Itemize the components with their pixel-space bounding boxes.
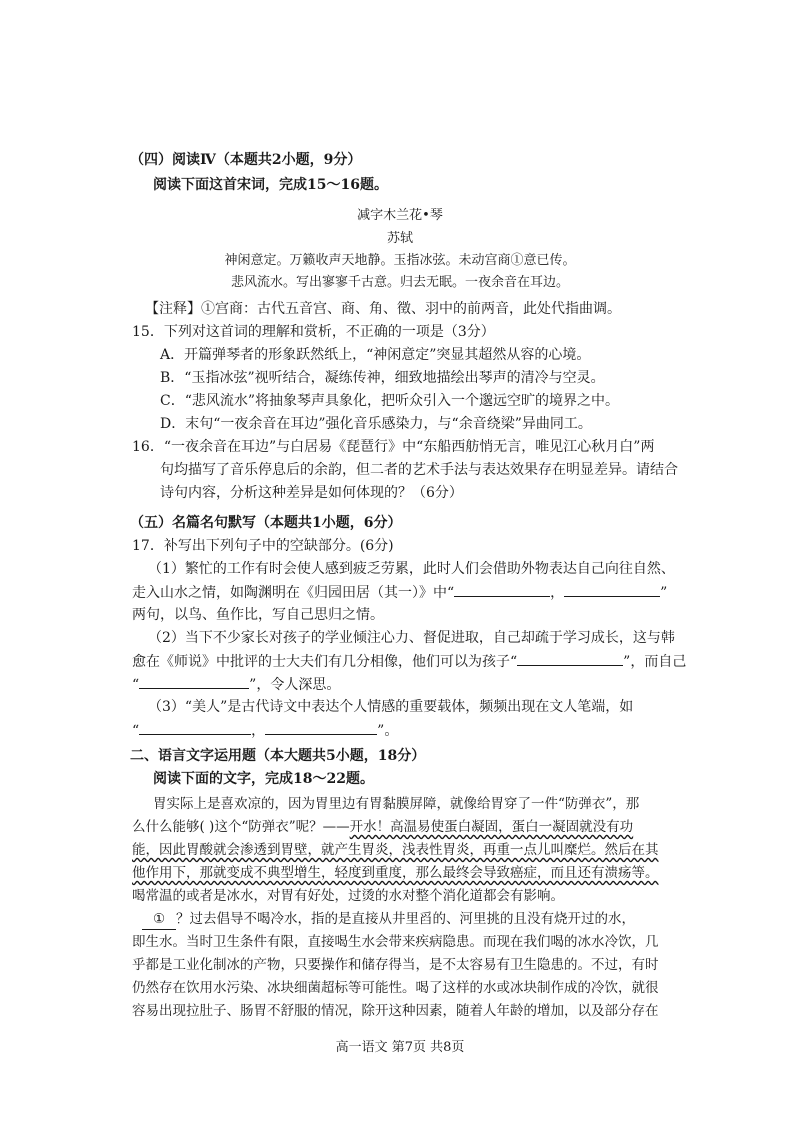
- question-15-option-c: C．“悲风流水”将抽象琴声具象化，把听众引入一个邈远空旷的境界之中。: [160, 393, 620, 409]
- question-15-option-a: A．开篇弹琴者的形象跃然纸上，“神闲意定”突显其超然从容的心境。: [160, 347, 591, 363]
- passage-line-8: 乎都是工业化制冰的产物，只要操作和储存得当，是不太容易有卫生隐患的。不过，有时: [132, 957, 659, 973]
- q17-part1-line-3: 两句，以鸟、鱼作比，写自己思归之情。: [132, 607, 384, 623]
- poem-title: 减字木兰花•琴: [357, 208, 443, 223]
- section-5-heading: （五）名篇名句默写（本题共1小题，6分）: [130, 515, 402, 531]
- question-16-line-1: 16．“一夜余音在耳边”与白居易《琵琶行》中“东船西舫悄无言，唯见江心秋月白”两: [132, 439, 655, 455]
- passage-line-7: 即生水。当时卫生条件有限，直接喝生水会带来疾病隐患。而现在我们喝的冰水冷饮，几: [132, 934, 659, 950]
- poem-author: 苏轼: [386, 231, 413, 246]
- answer-blank[interactable]: [517, 651, 623, 666]
- question-16-line-3: 诗句内容，分析这种差异是如何体现的？（6分）: [160, 485, 463, 501]
- question-15-option-d: D．末句“一夜余音在耳边”强化音乐感染力，与“余音绕梁”异曲同工。: [160, 416, 592, 432]
- q17-part2-line-1: （2）当下不少家长对孩子的学业倾注心力、督促进取，自己却疏于学习成长，这与韩: [148, 630, 675, 646]
- answer-blank[interactable]: [564, 582, 660, 597]
- question-15-option-b: B．“玉指冰弦”视听结合，凝练传神，细致地描绘出琴声的清冷与空灵。: [160, 370, 605, 386]
- q17-part1-line-2: 走入山水之情，如陶渊明在《归园田居（其一）》中“ ， ”: [132, 582, 667, 603]
- q17-part2-line-2: 愈在《师说》中批评的士大夫们有几分相像，他们可以为孩子“ ”，而自己: [132, 651, 686, 672]
- passage-line-4: 他作用下，那就变成不典型增生，轻度到重度，那么最终会导致癌症，而且还有溃疡等。: [132, 865, 659, 881]
- passage-line-5: 喝常温的或者是冰水，对胃有好处，过烫的水对整个消化道都会有影响。: [132, 888, 564, 904]
- q17-part2-line-3: “ ”，令人深思。: [132, 674, 340, 695]
- q17-part3-line-2: “ ， ”。: [132, 720, 398, 741]
- answer-blank[interactable]: [265, 720, 377, 735]
- passage-line-10: 容易出现拉肚子、肠胃不舒服的情况，除开这种因素，随着人年龄的增加，以及部分存在: [132, 1003, 659, 1019]
- blank-1: ①: [142, 909, 176, 930]
- part-2-instruction: 阅读下面的文字，完成18～22题。: [153, 771, 374, 787]
- answer-blank[interactable]: [139, 720, 251, 735]
- passage-line-6: ① ？过去倡导不喝冷水，指的是直接从井里舀的、河里挑的且没有烧开过的水，: [142, 909, 635, 930]
- poem-note: 【注释】①宫商：古代五音宫、商、角、徵、羽中的前两音，此处代指曲调。: [145, 301, 621, 317]
- section-4-instruction: 阅读下面这首宋词，完成15～16题。: [153, 177, 388, 193]
- question-16-line-2: 句均描写了音乐停息后的余韵，但二者的艺术手法与表达效果存在明显差异。请结合: [160, 462, 678, 478]
- answer-blank[interactable]: [139, 674, 249, 689]
- poem-line-2: 悲风流水。写出寥寥千古意。归去无眠。一夜余音在耳边。: [230, 275, 569, 290]
- passage-line-9: 仍然存在饮用水污染、冰块细菌超标等可能性。喝了这样的水或冰块制作成的冷饮，就很: [132, 980, 659, 996]
- q17-part3-line-1: （3）“美人”是古代诗文中表达个人情感的重要载体，频频出现在文人笔端，如: [148, 699, 634, 715]
- question-17-stem: 17．补写出下列句子中的空缺部分。(6分): [132, 538, 394, 554]
- answer-blank[interactable]: [454, 582, 550, 597]
- page-footer: 高一语文 第7页 共8页: [335, 1040, 465, 1055]
- section-4-heading: （四）阅读Ⅳ（本题共2小题，9分）: [130, 152, 362, 168]
- q17-part1-line-1: （1）繁忙的工作有时会使人感到疲乏劳累，此时人们会借助外物表达自己向往自然、: [148, 561, 675, 577]
- passage-line-1: 胃实际上是喜欢凉的，因为胃里边有胃黏膜屏障，就像给胃穿了一件“防弹衣”，那: [153, 796, 640, 812]
- passage-line-3: 能，因此胃酸就会渗透到胃壁，就产生胃炎，浅表性胃炎，再重一点儿叫糜烂。然后在其: [132, 842, 659, 858]
- passage-line-2: 么什么能够( )这个“防弹衣”呢？——开水！高温易使蛋白凝固，蛋白一凝固就没有功: [132, 819, 634, 835]
- poem-line-1: 神闲意定。万籁收声天地静。玉指冰弦。未动宫商①意已传。: [224, 253, 576, 268]
- question-15-stem: 15．下列对这首词的理解和赏析，不正确的一项是（3分）: [132, 324, 495, 340]
- part-2-heading: 二、语言文字运用题（本大题共5小题，18分）: [130, 748, 426, 764]
